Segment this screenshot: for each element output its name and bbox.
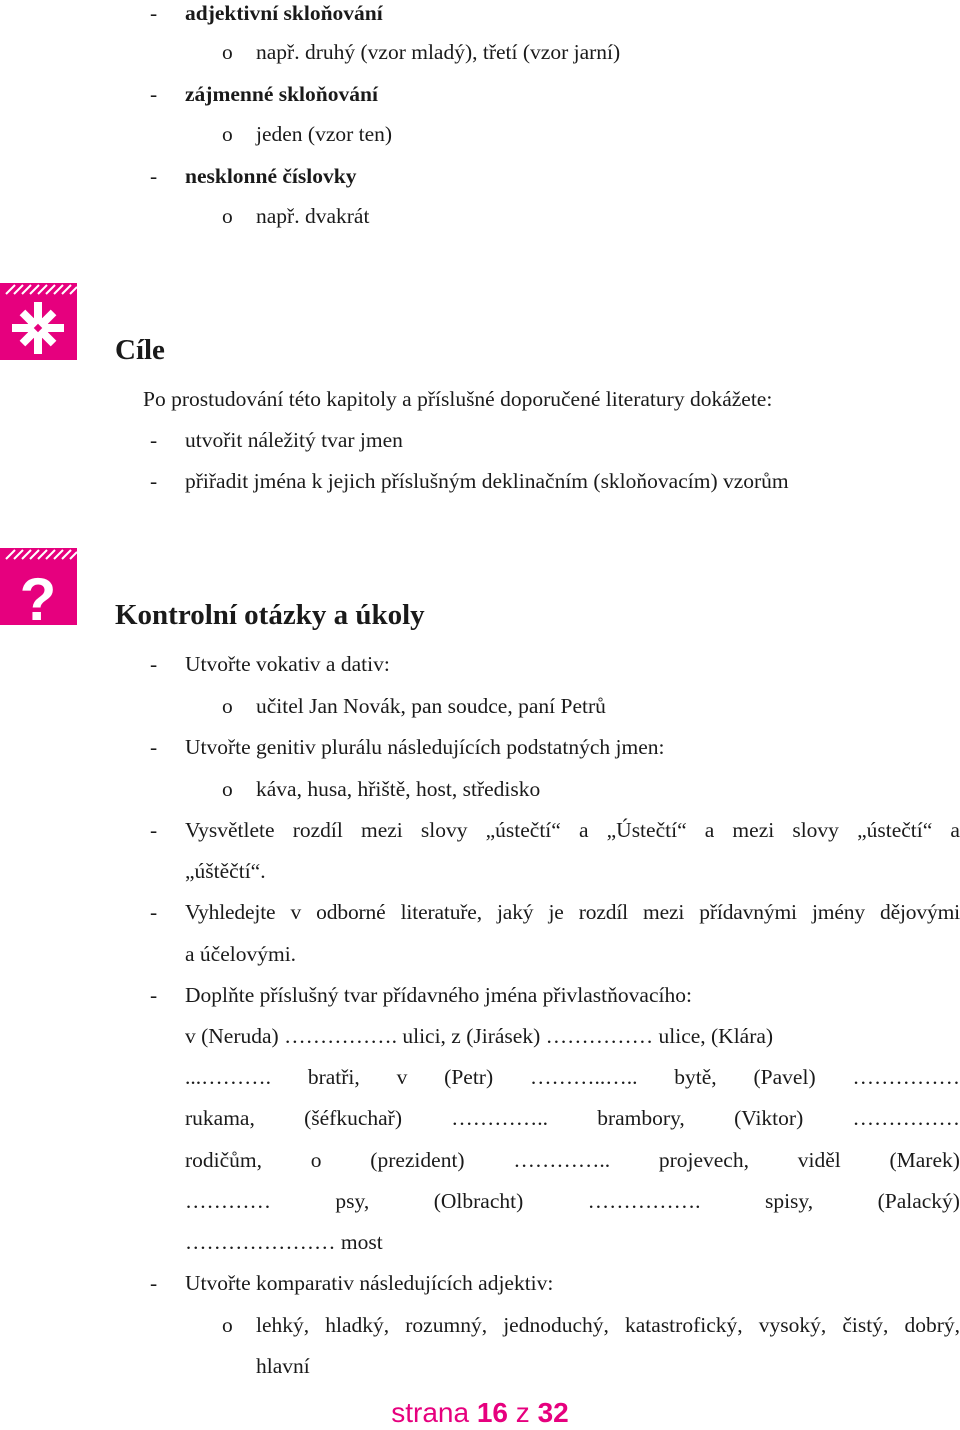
- word: bratři,: [307, 1065, 360, 1089]
- sub-item-cont: hlavní: [256, 1354, 310, 1378]
- svg-text:?: ?: [19, 566, 57, 625]
- goals-heading: Cíle: [115, 334, 165, 366]
- word: rozdíl: [292, 818, 343, 842]
- page-total: 32: [537, 1397, 569, 1428]
- word: mezi: [360, 818, 403, 842]
- question-item-cont: „úštěčtí“.: [185, 859, 266, 883]
- word: (Petr): [444, 1065, 494, 1089]
- word: viděl: [797, 1148, 841, 1172]
- list-dash: -: [150, 818, 158, 842]
- sub-bullet: o: [222, 694, 233, 718]
- footer-sep: z: [515, 1397, 530, 1428]
- word: rodičům,: [185, 1148, 263, 1172]
- word: a: [704, 818, 715, 842]
- list-dash: -: [150, 164, 158, 188]
- question-mark-icon: [0, 548, 77, 625]
- word: mezi: [732, 818, 775, 842]
- word: slovy: [420, 818, 468, 842]
- list-item: nesklonné číslovky: [185, 164, 357, 188]
- word: a: [950, 818, 960, 842]
- sub-item: lehký, hladký, rozumný, jednoduchý, katastrofický, vysoký, čistý, dobrý,: [256, 1313, 960, 1337]
- fill-in-line: [185, 1232, 383, 1254]
- list-dash: -: [150, 82, 158, 106]
- sub-bullet: o: [222, 40, 233, 64]
- word: (šéfkuchař): [304, 1106, 402, 1130]
- goal-item: utvořit náležitý tvar jmen: [185, 428, 403, 452]
- list-dash: -: [150, 983, 158, 1007]
- word: (Viktor): [734, 1106, 804, 1130]
- word: (Pavel): [753, 1065, 816, 1089]
- word: „ústečtí“: [485, 818, 561, 842]
- word: …………..: [451, 1106, 548, 1130]
- list-dash: -: [150, 1271, 158, 1295]
- question-item: Doplňte příslušný tvar přídavného jména přivlastňovacího:: [185, 983, 692, 1007]
- word: o: [310, 1148, 322, 1172]
- word: spisy,: [764, 1189, 814, 1213]
- word: (Palacký): [877, 1189, 960, 1213]
- question-item: [185, 820, 960, 842]
- word: a: [578, 818, 589, 842]
- word: (prezident): [370, 1148, 465, 1172]
- sub-bullet: o: [222, 1313, 233, 1337]
- word: slovy: [792, 818, 839, 842]
- word: „ústečtí“: [857, 818, 933, 842]
- fill-in-line: [185, 1067, 960, 1089]
- page-number: 16: [476, 1397, 509, 1428]
- sub-bullet: o: [222, 204, 233, 228]
- question-item: Utvořte genitiv plurálu následujících podstatných jmen:: [185, 735, 665, 759]
- word: ...……….: [185, 1065, 271, 1089]
- question-item: Utvořte komparativ následujících adjektiv:: [185, 1271, 554, 1295]
- fill-in-word: most: [340, 1230, 383, 1254]
- word: Vysvětlete: [185, 818, 275, 842]
- sub-item: učitel Jan Novák, pan soudce, paní Petrů: [256, 694, 606, 718]
- sub-bullet: o: [222, 122, 233, 146]
- sub-item: např. druhý (vzor mladý), třetí (vzor jarní): [256, 40, 621, 64]
- goal-item: přiřadit jména k jejich příslušným deklinačním (skloňovacím) vzorům: [185, 469, 789, 493]
- fill-in-line: [185, 1026, 960, 1048]
- word: ………..…..: [529, 1065, 638, 1089]
- word: ……………: [852, 1065, 960, 1089]
- sub-bullet: o: [222, 777, 233, 801]
- list-dash: -: [150, 735, 158, 759]
- list-item: adjektivní skloňování: [185, 1, 383, 25]
- word: …………..: [513, 1148, 611, 1172]
- word: ……………: [852, 1106, 960, 1130]
- word: v: [396, 1065, 408, 1089]
- list-dash: -: [150, 652, 158, 676]
- word: …………….: [587, 1189, 701, 1213]
- word: bytě,: [674, 1065, 717, 1089]
- word: psy,: [335, 1189, 370, 1213]
- word: projevech,: [658, 1148, 749, 1172]
- word: „Ústečtí“: [606, 818, 687, 842]
- footer-word: strana: [391, 1397, 470, 1428]
- page-footer: [0, 1399, 960, 1427]
- sub-item: káva, husa, hřiště, host, středisko: [256, 777, 541, 801]
- list-dash: -: [150, 1, 158, 25]
- list-dash: -: [150, 428, 158, 452]
- word: (Marek): [889, 1148, 960, 1172]
- question-item-cont: a účelovými.: [185, 942, 297, 966]
- list-dash: -: [150, 900, 158, 924]
- word: rukama,: [185, 1106, 255, 1130]
- question-item: Vyhledejte v odborné literatuře, jaký je rozdíl mezi přídavnými jmény dějovými: [185, 900, 960, 924]
- sub-item: jeden (vzor ten): [256, 122, 393, 146]
- word: …………: [185, 1189, 271, 1213]
- word: (Olbracht): [433, 1189, 524, 1213]
- word: brambory,: [597, 1106, 685, 1130]
- snowflake-icon: [0, 283, 77, 360]
- fill-in-text: v (Neruda) ……………. ulici, z (Jirásek) …………… ulice, (Klára): [185, 1024, 774, 1048]
- goals-intro: Po prostudování této kapitoly a příslušné doporučené literatury dokážete:: [143, 387, 773, 411]
- list-item: zájmenné skloňování: [185, 82, 378, 106]
- fill-in-line: [185, 1150, 960, 1172]
- question-item: Utvořte vokativ a dativ:: [185, 652, 390, 676]
- list-dash: -: [150, 469, 158, 493]
- fill-in-blank: …………………: [185, 1230, 336, 1254]
- fill-in-line: [185, 1108, 960, 1130]
- fill-in-line: [185, 1191, 960, 1213]
- questions-heading: Kontrolní otázky a úkoly: [115, 599, 425, 631]
- sub-item: např. dvakrát: [256, 204, 370, 228]
